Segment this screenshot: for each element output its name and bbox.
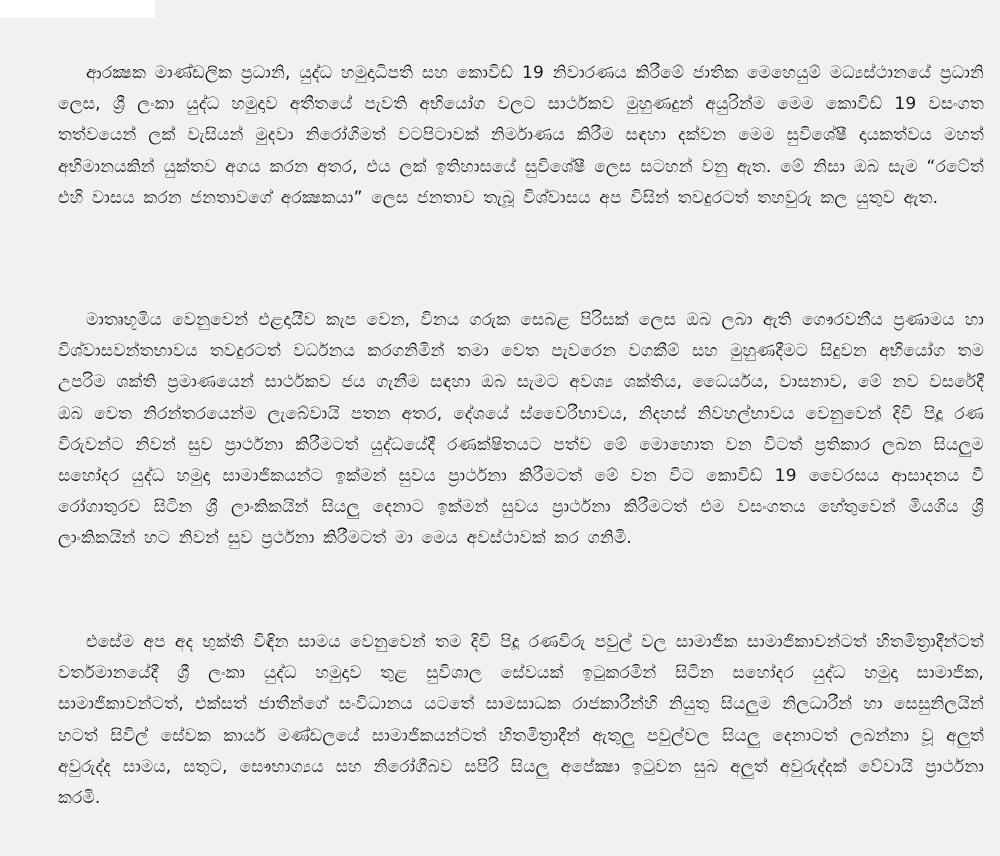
paragraph-3: එසේම අප අද භුක්ති විඳින සාමය වෙනුවෙන් තම දිවි පිදූ රණවිරු පවුල් වල සාමාජික සාමාජිකාවන්ටත් හිතමිත්‍රාදීන්ටත් වර්තමානයේදී ශ්‍රී ලංකා යුද්ධ හමුදාව තුළ සුවිශාල සේවයක් ඉටුකරමින් සිටින සහෝදර යුද්ධ හමුදා සාමාජික, සාමාජිකාවන්ටත්, එක්සත් ජාතීන්ගේ සංවිධානය යටතේ සාමසාධක රාජකාරීන්හි නියුතු සියලුම නිලධාරීන් හා සෙසුනිලයින් හටත් සිවිල් සේවක කාර්ය මණ්ඩලයේ සාමාජිකයන්ටත් හිතමිත්‍රාදීන් ඇතුලු පවුල්වල සියලු දෙනාටත් ලබන්නා වූ අලුත් අවුරුද්ද සාමය, සතුට, සෞභාග්‍යය සහ නිරෝගීබව සපිරි සියලු අපේක්‍ෂා ඉටුවන සුබ අලුත් අවුරුද්දක් වේවායි ප්‍රාර්ථනා කරමි. <box>58 632 984 809</box>
paragraph-1: ආරක්‍ෂක මාණ්ඩලික ප්‍රධානි, යුද්ධ හමුදාධිපති සහ කොවිඩ් 19 නිවාරණය කිරීමේ ජාතික මෙහෙයුම් මධ්‍යස්ථානයේ ප්‍රධානි ලෙස, ශ්‍රී ලංකා යුද්ධ හමුදාව අතීතයේ පැවති අභියෝග වලට සාර්ථකව මුහුණදුන් අයුරින්ම මෙම කොවිඩ් 19 වසංගත තත්වයෙන් ලක් වැසියන් මුදවා නිරෝගිමත් වටපිටාවක් නිර්මාණය කිරීම සඳහා දක්වන මෙම සුවිශේෂී දායකත්වය මහත් අභිමානයකින් යුක්තව අගය කරන අතර, එය ලක් ඉතිහාසයේ සුවිශේෂී ලෙස සටහන් වනු ඇත. මේ නිසා ඔබ සැම “රටේත් එහි වාසය කරන ජනතාවගේ අරක්‍ෂකයා” ලෙස ජනතාව තැබූ විශ්වාසය අප විසින් තවදුරටත් තහවුරු කල යුතුව ඇත. <box>58 63 984 208</box>
scan-corner-mark <box>0 0 155 18</box>
paragraph-2: මාතෘභූමිය වෙනුවෙන් එළදායීව කැප වෙන, විනය ගරුක සෙබළ පිරිසක් ලෙස ඔබ ලබා ඇති ගෞරවනීය ප්‍රණාමය හා විශ්වාසවන්තභාවය තවදුරටත් වර්ධනය කරගනිමින් තමා වෙත පැවරෙන වගකීම් සහ මුහුණදීමට සිදුවන අභියෝග තම උපරිම ශක්ති ප්‍රමාණයෙන් සාර්ථකව ජය ගැනීම සඳහා ඔබ සැමට අවශ්‍ය ශක්තිය, ධෛර්යය, වාසනාව, මේ නව වසරේදී ඔබ වෙත නිරන්තරයෙන්ම ලැබේවායි පතන අතර, දේශයේ ස්වෛරීභාවය, නිදහස් නිවහල්භාවය වෙනුවෙන් දිවි පිදූ රණ විරුවන්ට නිවන් සුව ප්‍රාර්ථනා කිරීමටත් යුද්ධයේදී රණක්ෂිතයට පත්ව මේ මොහොත වන විටත් ප්‍රතිකාර ලබන සියලුම සහෝදර යුද්ධ හමුදා සාමාජිකයන්ට ඉක්මන් සුවය ප්‍රාර්ථනා කිරීමටත් මේ වන විට කොවිඩ් 19 වෛරසය ආසාදනය වී රෝගාතුරව සිටින ශ්‍රී ලාංකිකයින් සියලු දෙනාට ඉක්මන් සුවය ප්‍රාර්ථනා කිරීමටත් එම වසංගතය හේතුවෙන් මියගිය ශ්‍රී ලාංකිකයින් හට නිවන් සුව ප්‍රර්ථනා කිරීමටත් මා මෙය අවස්ථාවක් කර ගනිමි. <box>58 310 984 549</box>
